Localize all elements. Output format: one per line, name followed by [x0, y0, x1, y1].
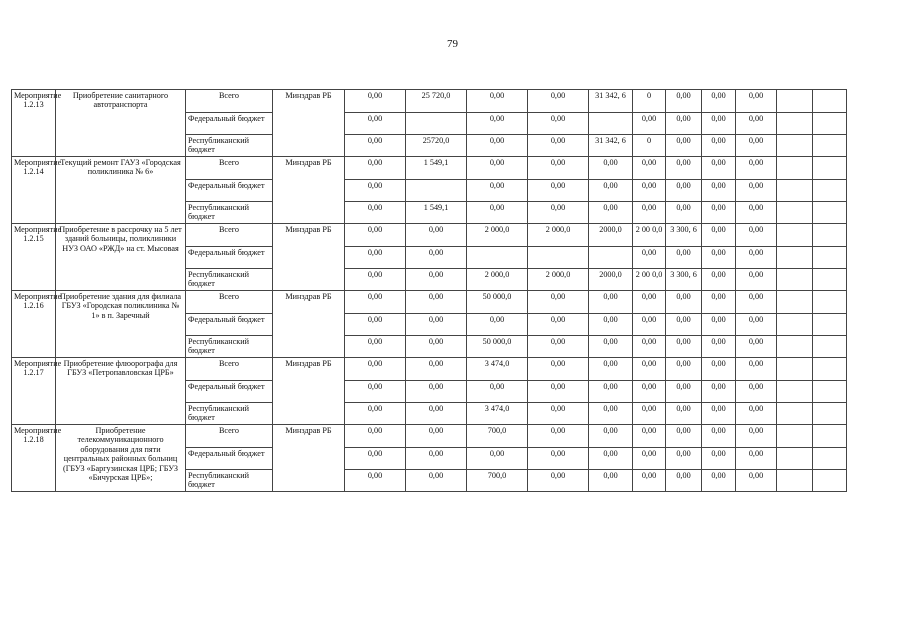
value-cell: 0,00 [702, 90, 736, 113]
value-cell: 0,00 [666, 247, 702, 269]
value-cell [777, 135, 813, 157]
value-cell: 700,0 [467, 470, 528, 492]
page-number: 79 [447, 38, 458, 50]
budget-source: Всего [186, 157, 273, 180]
value-cell: 0,00 [589, 403, 633, 425]
measure-code: Мероприятие 1.2.15 [12, 224, 56, 291]
budget-source: Всего [186, 425, 273, 448]
value-cell: 0 [633, 135, 666, 157]
responsible-org: Минздрав РБ [273, 157, 345, 224]
budget-source: Всего [186, 224, 273, 247]
value-cell: 0,00 [406, 247, 467, 269]
value-cell [406, 180, 467, 202]
value-cell: 0,00 [589, 470, 633, 492]
value-cell: 0,00 [345, 135, 406, 157]
value-cell: 3 474,0 [467, 358, 528, 381]
value-cell: 0,00 [736, 180, 777, 202]
value-cell: 0,00 [736, 358, 777, 381]
value-cell: 0,00 [633, 336, 666, 358]
value-cell [813, 157, 847, 180]
value-cell: 2 00 0,0 [633, 224, 666, 247]
value-cell: 0,00 [736, 224, 777, 247]
value-cell: 0,00 [633, 314, 666, 336]
budget-source: Всего [186, 90, 273, 113]
value-cell: 700,0 [467, 425, 528, 448]
measure-name: Приобретение телекоммуникационного оборудования для пяти центральных районных больниц (ГБУЗ «Баргузинская ЦРБ; ГБУЗ «Бичурская ЦРБ»; [56, 425, 186, 492]
value-cell: 0,00 [666, 180, 702, 202]
value-cell [777, 269, 813, 291]
value-cell: 0,00 [589, 180, 633, 202]
value-cell: 1 549,1 [406, 157, 467, 180]
value-cell: 0,00 [406, 470, 467, 492]
value-cell: 0 [633, 90, 666, 113]
value-cell: 0,00 [345, 314, 406, 336]
measure-code: Мероприятие 1.2.14 [12, 157, 56, 224]
value-cell: 25 720,0 [406, 90, 467, 113]
value-cell: 0,00 [633, 448, 666, 470]
value-cell: 0,00 [467, 448, 528, 470]
value-cell: 0,00 [528, 425, 589, 448]
value-cell: 0,00 [467, 202, 528, 224]
value-cell: 0,00 [666, 448, 702, 470]
value-cell: 0,00 [345, 291, 406, 314]
value-cell: 0,00 [345, 336, 406, 358]
value-cell: 0,00 [666, 202, 702, 224]
value-cell: 0,00 [736, 470, 777, 492]
value-cell: 0,00 [736, 113, 777, 135]
value-cell: 0,00 [633, 247, 666, 269]
value-cell [777, 470, 813, 492]
value-cell: 0,00 [633, 470, 666, 492]
value-cell: 0,00 [666, 381, 702, 403]
value-cell [777, 358, 813, 381]
value-cell: 0,00 [345, 470, 406, 492]
value-cell: 0,00 [666, 135, 702, 157]
measure-code: Мероприятие 1.2.16 [12, 291, 56, 358]
value-cell: 0,00 [528, 180, 589, 202]
value-cell [813, 247, 847, 269]
value-cell: 0,00 [406, 269, 467, 291]
value-cell: 0,00 [666, 113, 702, 135]
measure-name: Приобретение в рассрочку на 5 лет зданий больницы, поликлиники НУЗ ОАО «РЖД» на ст. Мысовая [56, 224, 186, 291]
value-cell: 0,00 [345, 202, 406, 224]
measure-name: Приобретение флюорографа для ГБУЗ «Петропавловская ЦРБ» [56, 358, 186, 425]
value-cell: 0,00 [702, 224, 736, 247]
value-cell [528, 247, 589, 269]
value-cell: 0,00 [736, 403, 777, 425]
value-cell: 0,00 [345, 269, 406, 291]
value-cell: 0,00 [666, 470, 702, 492]
value-cell: 0,00 [406, 314, 467, 336]
value-cell [813, 403, 847, 425]
value-cell [777, 403, 813, 425]
value-cell: 0,00 [406, 381, 467, 403]
value-cell [777, 224, 813, 247]
value-cell: 0,00 [736, 448, 777, 470]
table-row [12, 90, 847, 113]
value-cell: 0,00 [736, 90, 777, 113]
budget-source: Всего [186, 291, 273, 314]
value-cell: 0,00 [345, 180, 406, 202]
measure-code: Мероприятие 1.2.18 [12, 425, 56, 492]
value-cell: 0,00 [589, 358, 633, 381]
value-cell: 0,00 [702, 403, 736, 425]
value-cell: 0,00 [736, 157, 777, 180]
value-cell: 0,00 [345, 90, 406, 113]
table-row [12, 291, 847, 314]
table-row [12, 358, 847, 381]
value-cell [813, 135, 847, 157]
budget-source: Республиканский бюджет [186, 403, 273, 425]
value-cell: 0,00 [666, 157, 702, 180]
value-cell: 0,00 [666, 358, 702, 381]
value-cell [777, 381, 813, 403]
value-cell: 0,00 [633, 291, 666, 314]
budget-source: Федеральный бюджет [186, 381, 273, 403]
value-cell [777, 157, 813, 180]
value-cell [777, 448, 813, 470]
value-cell: 0,00 [528, 157, 589, 180]
value-cell [467, 247, 528, 269]
value-cell: 0,00 [666, 403, 702, 425]
value-cell: 0,00 [736, 336, 777, 358]
value-cell: 0,00 [589, 381, 633, 403]
measure-code: Мероприятие 1.2.13 [12, 90, 56, 157]
value-cell: 0,00 [702, 336, 736, 358]
value-cell: 0,00 [345, 448, 406, 470]
value-cell: 0,00 [633, 425, 666, 448]
value-cell: 0,00 [528, 336, 589, 358]
value-cell: 0,00 [528, 470, 589, 492]
value-cell: 0,00 [666, 336, 702, 358]
value-cell: 2 000,0 [528, 269, 589, 291]
value-cell: 0,00 [467, 381, 528, 403]
value-cell: 0,00 [406, 291, 467, 314]
value-cell: 0,00 [589, 314, 633, 336]
value-cell: 31 342, 6 [589, 135, 633, 157]
value-cell: 0,00 [666, 291, 702, 314]
value-cell: 2 00 0,0 [633, 269, 666, 291]
value-cell [813, 202, 847, 224]
responsible-org: Минздрав РБ [273, 90, 345, 157]
value-cell: 0,00 [528, 358, 589, 381]
value-cell: 3 474,0 [467, 403, 528, 425]
measure-code: Мероприятие 1.2.17 [12, 358, 56, 425]
value-cell: 0,00 [406, 358, 467, 381]
value-cell: 0,00 [406, 403, 467, 425]
value-cell: 0,00 [345, 358, 406, 381]
value-cell: 0,00 [702, 381, 736, 403]
value-cell: 0,00 [528, 291, 589, 314]
value-cell: 0,00 [345, 224, 406, 247]
value-cell: 0,00 [345, 425, 406, 448]
value-cell: 0,00 [736, 247, 777, 269]
value-cell: 0,00 [702, 247, 736, 269]
value-cell: 0,00 [633, 381, 666, 403]
value-cell [777, 425, 813, 448]
value-cell: 0,00 [467, 157, 528, 180]
value-cell [777, 180, 813, 202]
value-cell [589, 247, 633, 269]
value-cell: 25720,0 [406, 135, 467, 157]
value-cell: 0,00 [633, 180, 666, 202]
budget-source: Всего [186, 358, 273, 381]
value-cell: 0,00 [345, 157, 406, 180]
value-cell: 0,00 [528, 202, 589, 224]
value-cell: 0,00 [633, 403, 666, 425]
value-cell: 0,00 [633, 202, 666, 224]
value-cell [813, 269, 847, 291]
value-cell: 0,00 [702, 470, 736, 492]
value-cell: 0,00 [666, 425, 702, 448]
value-cell [589, 113, 633, 135]
value-cell: 0,00 [702, 358, 736, 381]
value-cell [813, 90, 847, 113]
value-cell: 0,00 [736, 291, 777, 314]
value-cell: 0,00 [467, 314, 528, 336]
value-cell [813, 224, 847, 247]
value-cell [777, 113, 813, 135]
value-cell [813, 358, 847, 381]
value-cell: 50 000,0 [467, 291, 528, 314]
value-cell: 0,00 [528, 448, 589, 470]
value-cell: 0,00 [528, 135, 589, 157]
value-cell: 0,00 [406, 425, 467, 448]
value-cell: 0,00 [528, 403, 589, 425]
value-cell: 0,00 [528, 314, 589, 336]
measure-name: Приобретение санитарного автотранспорта [56, 90, 186, 157]
value-cell: 0,00 [702, 180, 736, 202]
value-cell [777, 90, 813, 113]
value-cell: 0,00 [589, 291, 633, 314]
value-cell [777, 336, 813, 358]
value-cell: 0,00 [467, 135, 528, 157]
value-cell: 3 300, 6 [666, 269, 702, 291]
value-cell: 0,00 [736, 135, 777, 157]
value-cell: 0,00 [406, 224, 467, 247]
value-cell: 0,00 [345, 403, 406, 425]
value-cell: 0,00 [345, 113, 406, 135]
value-cell: 0,00 [736, 425, 777, 448]
value-cell [813, 425, 847, 448]
value-cell: 0,00 [702, 135, 736, 157]
budget-source: Республиканский бюджет [186, 135, 273, 157]
value-cell: 0,00 [467, 113, 528, 135]
table-row [12, 157, 847, 180]
value-cell: 0,00 [589, 425, 633, 448]
value-cell: 0,00 [633, 113, 666, 135]
value-cell: 0,00 [702, 113, 736, 135]
budget-source: Республиканский бюджет [186, 470, 273, 492]
value-cell: 0,00 [589, 157, 633, 180]
measure-name: Текущий ремонт ГАУЗ «Городская поликлиника № 6» [56, 157, 186, 224]
value-cell: 0,00 [666, 90, 702, 113]
value-cell: 0,00 [528, 381, 589, 403]
budget-source: Федеральный бюджет [186, 448, 273, 470]
value-cell: 0,00 [736, 314, 777, 336]
value-cell: 0,00 [528, 113, 589, 135]
value-cell: 0,00 [702, 157, 736, 180]
value-cell: 1 549,1 [406, 202, 467, 224]
value-cell: 0,00 [406, 448, 467, 470]
budget-source: Республиканский бюджет [186, 202, 273, 224]
value-cell: 2000,0 [589, 224, 633, 247]
value-cell: 0,00 [666, 314, 702, 336]
value-cell: 0,00 [345, 247, 406, 269]
value-cell: 0,00 [467, 180, 528, 202]
value-cell: 0,00 [702, 269, 736, 291]
budget-source: Федеральный бюджет [186, 180, 273, 202]
value-cell: 0,00 [702, 202, 736, 224]
responsible-org: Минздрав РБ [273, 291, 345, 358]
value-cell [813, 314, 847, 336]
value-cell [813, 291, 847, 314]
responsible-org: Минздрав РБ [273, 224, 345, 291]
value-cell: 0,00 [528, 90, 589, 113]
value-cell: 0,00 [589, 202, 633, 224]
value-cell: 3 300, 6 [666, 224, 702, 247]
budget-source: Федеральный бюджет [186, 113, 273, 135]
value-cell [813, 448, 847, 470]
value-cell: 0,00 [702, 425, 736, 448]
value-cell: 2000,0 [589, 269, 633, 291]
value-cell: 0,00 [736, 202, 777, 224]
value-cell: 31 342, 6 [589, 90, 633, 113]
value-cell: 0,00 [702, 448, 736, 470]
value-cell [813, 381, 847, 403]
measure-name: Приобретение здания для филиала ГБУЗ «Городская поликлиника № 1» в п. Заречный [56, 291, 186, 358]
table-row [12, 224, 847, 247]
value-cell: 0,00 [702, 314, 736, 336]
value-cell [777, 291, 813, 314]
value-cell: 0,00 [702, 291, 736, 314]
value-cell: 0,00 [406, 336, 467, 358]
budget-source: Федеральный бюджет [186, 314, 273, 336]
budget-source: Федеральный бюджет [186, 247, 273, 269]
value-cell: 0,00 [633, 157, 666, 180]
value-cell [813, 180, 847, 202]
value-cell: 0,00 [736, 381, 777, 403]
value-cell [777, 314, 813, 336]
budget-source: Республиканский бюджет [186, 336, 273, 358]
budget-source: Республиканский бюджет [186, 269, 273, 291]
table-row [12, 425, 847, 448]
responsible-org: Минздрав РБ [273, 358, 345, 425]
value-cell: 50 000,0 [467, 336, 528, 358]
value-cell [813, 113, 847, 135]
value-cell [777, 202, 813, 224]
value-cell: 0,00 [467, 90, 528, 113]
value-cell [813, 336, 847, 358]
value-cell: 0,00 [633, 358, 666, 381]
value-cell [777, 247, 813, 269]
value-cell: 0,00 [736, 269, 777, 291]
responsible-org: Минздрав РБ [273, 425, 345, 492]
value-cell [813, 470, 847, 492]
value-cell: 2 000,0 [467, 269, 528, 291]
value-cell: 0,00 [589, 336, 633, 358]
budget-table [11, 89, 847, 492]
value-cell [406, 113, 467, 135]
value-cell: 2 000,0 [467, 224, 528, 247]
value-cell: 2 000,0 [528, 224, 589, 247]
value-cell: 0,00 [345, 381, 406, 403]
value-cell: 0,00 [589, 448, 633, 470]
